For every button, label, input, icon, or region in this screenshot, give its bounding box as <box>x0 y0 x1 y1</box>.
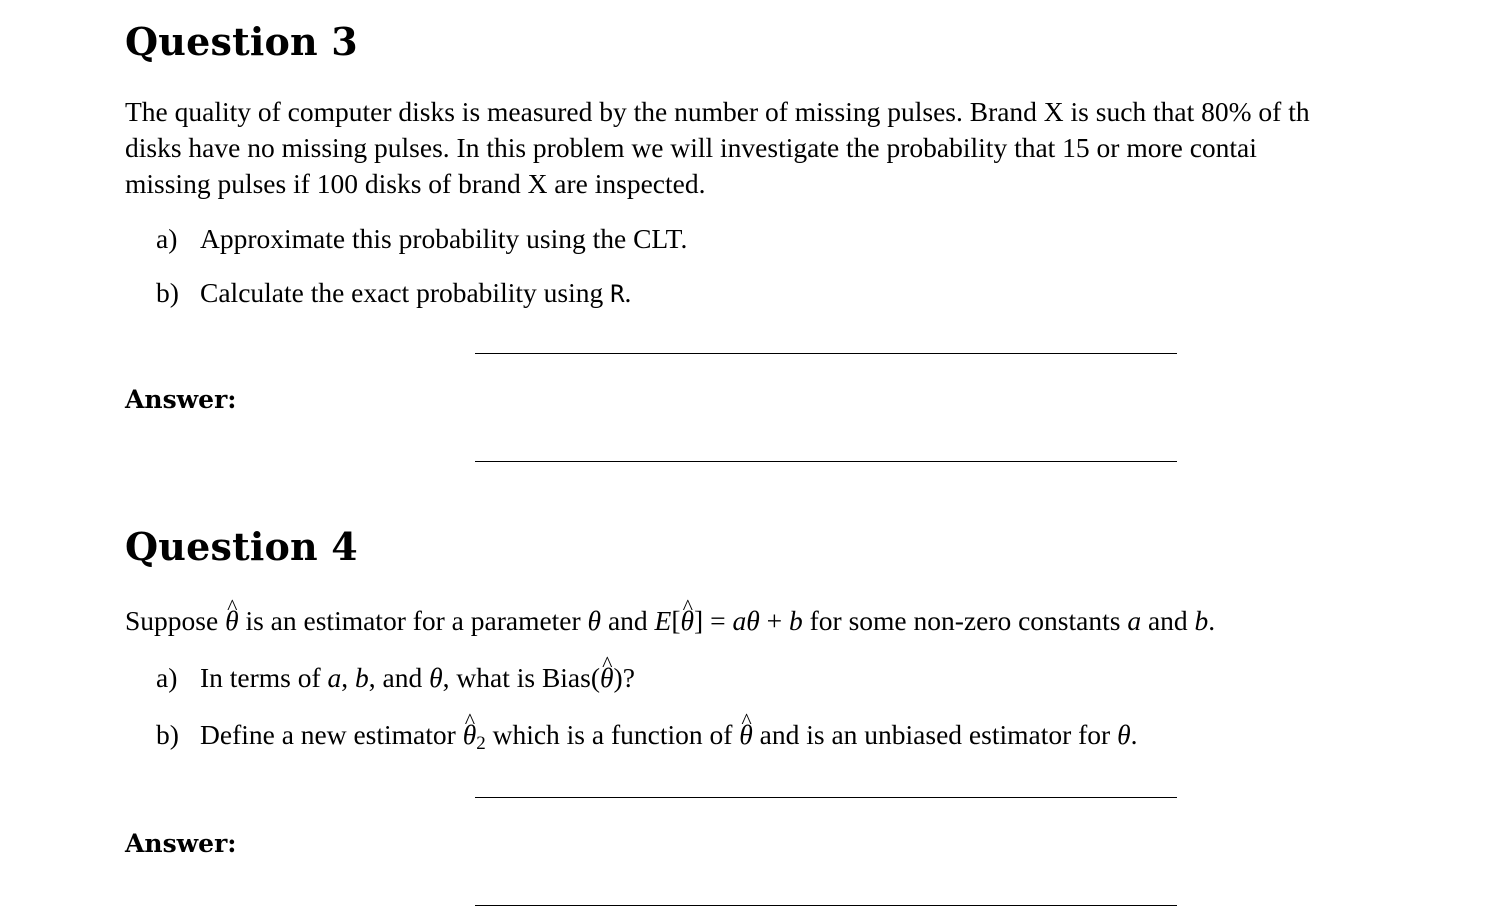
subscript-2: 2 <box>476 733 486 754</box>
text-fragment: for some non-zero constants <box>802 605 1128 636</box>
text-fragment: In terms of <box>200 662 328 693</box>
constant-a: a <box>1127 605 1142 636</box>
answer-line-top <box>475 353 1177 354</box>
text-fragment: , and <box>368 662 430 693</box>
text-fragment: . <box>1130 719 1138 750</box>
theta-hat-symbol: ^ θ <box>600 660 614 696</box>
part-a-label: a) <box>156 662 178 693</box>
question-4-part-b <box>156 717 1137 753</box>
part-a-label: a) <box>156 223 178 254</box>
question-4-title: Question 4 <box>125 524 358 569</box>
question-3-body <box>125 94 1512 202</box>
theta-symbol: θ <box>587 605 602 636</box>
bracket: ] <box>694 605 704 636</box>
text-fragment: and <box>1141 605 1195 636</box>
part-b-label: b) <box>156 719 179 750</box>
question-3-part-b <box>156 275 631 312</box>
text-fragment: )? <box>613 662 635 693</box>
part-b-period: . <box>624 277 632 308</box>
text-fragment: and <box>601 605 655 636</box>
answer-line-bottom <box>475 461 1177 462</box>
text-fragment: . <box>1208 605 1216 636</box>
question-4-answer-label: Answer: <box>125 829 237 858</box>
answer-line-top <box>475 797 1177 798</box>
equals-sign: = <box>703 605 733 636</box>
text-fragment: is an estimator for a parameter <box>238 605 588 636</box>
theta-symbol: θ <box>429 662 443 693</box>
text-fragment: Suppose <box>125 605 226 636</box>
question-4-part-a <box>156 660 635 696</box>
constant-a: a <box>732 605 747 636</box>
text-fragment: which is a function of <box>485 719 740 750</box>
theta-symbol: θ <box>1117 719 1131 750</box>
theta-hat-symbol: ^ θ <box>225 603 239 639</box>
question-3-body-line-2: disks have no missing pulses. In this problem we will investigate the probability that 15 or more contai <box>125 132 1257 163</box>
constant-b: b <box>789 605 803 636</box>
text-fragment: and is an unbiased estimator for <box>752 719 1118 750</box>
question-3-answer-label: Answer: <box>125 385 237 414</box>
question-3-part-a <box>156 221 687 257</box>
theta-hat-symbol: ^ θ <box>463 717 477 753</box>
question-4-body <box>125 603 1215 639</box>
text-fragment: , <box>341 662 356 693</box>
theta-symbol: θ <box>746 605 760 636</box>
part-b-text: Calculate the exact probability using <box>200 277 611 308</box>
plus-sign: + <box>759 605 789 636</box>
r-code-label: R <box>610 280 625 308</box>
theta-hat-symbol: ^ θ <box>739 717 753 753</box>
bracket: [ <box>671 605 681 636</box>
question-3-body-line-1: The quality of computer disks is measured by the number of missing pulses. Brand X is such that 80% of th <box>125 96 1310 127</box>
text-fragment: Define a new estimator <box>200 719 463 750</box>
text-fragment: , what is Bias( <box>442 662 601 693</box>
part-b-label: b) <box>156 277 179 308</box>
constant-b: b <box>1194 605 1209 636</box>
question-3-title: Question 3 <box>125 19 358 64</box>
question-3-body-line-3: missing pulses if 100 disks of brand X are inspected. <box>125 168 706 199</box>
constant-a: a <box>327 662 342 693</box>
constant-b: b <box>355 662 369 693</box>
part-a-text: Approximate this probability using the CLT. <box>200 223 688 254</box>
theta-hat-symbol: ^ θ <box>681 603 695 639</box>
expectation-symbol: E <box>654 605 672 636</box>
answer-line-bottom <box>475 905 1177 906</box>
